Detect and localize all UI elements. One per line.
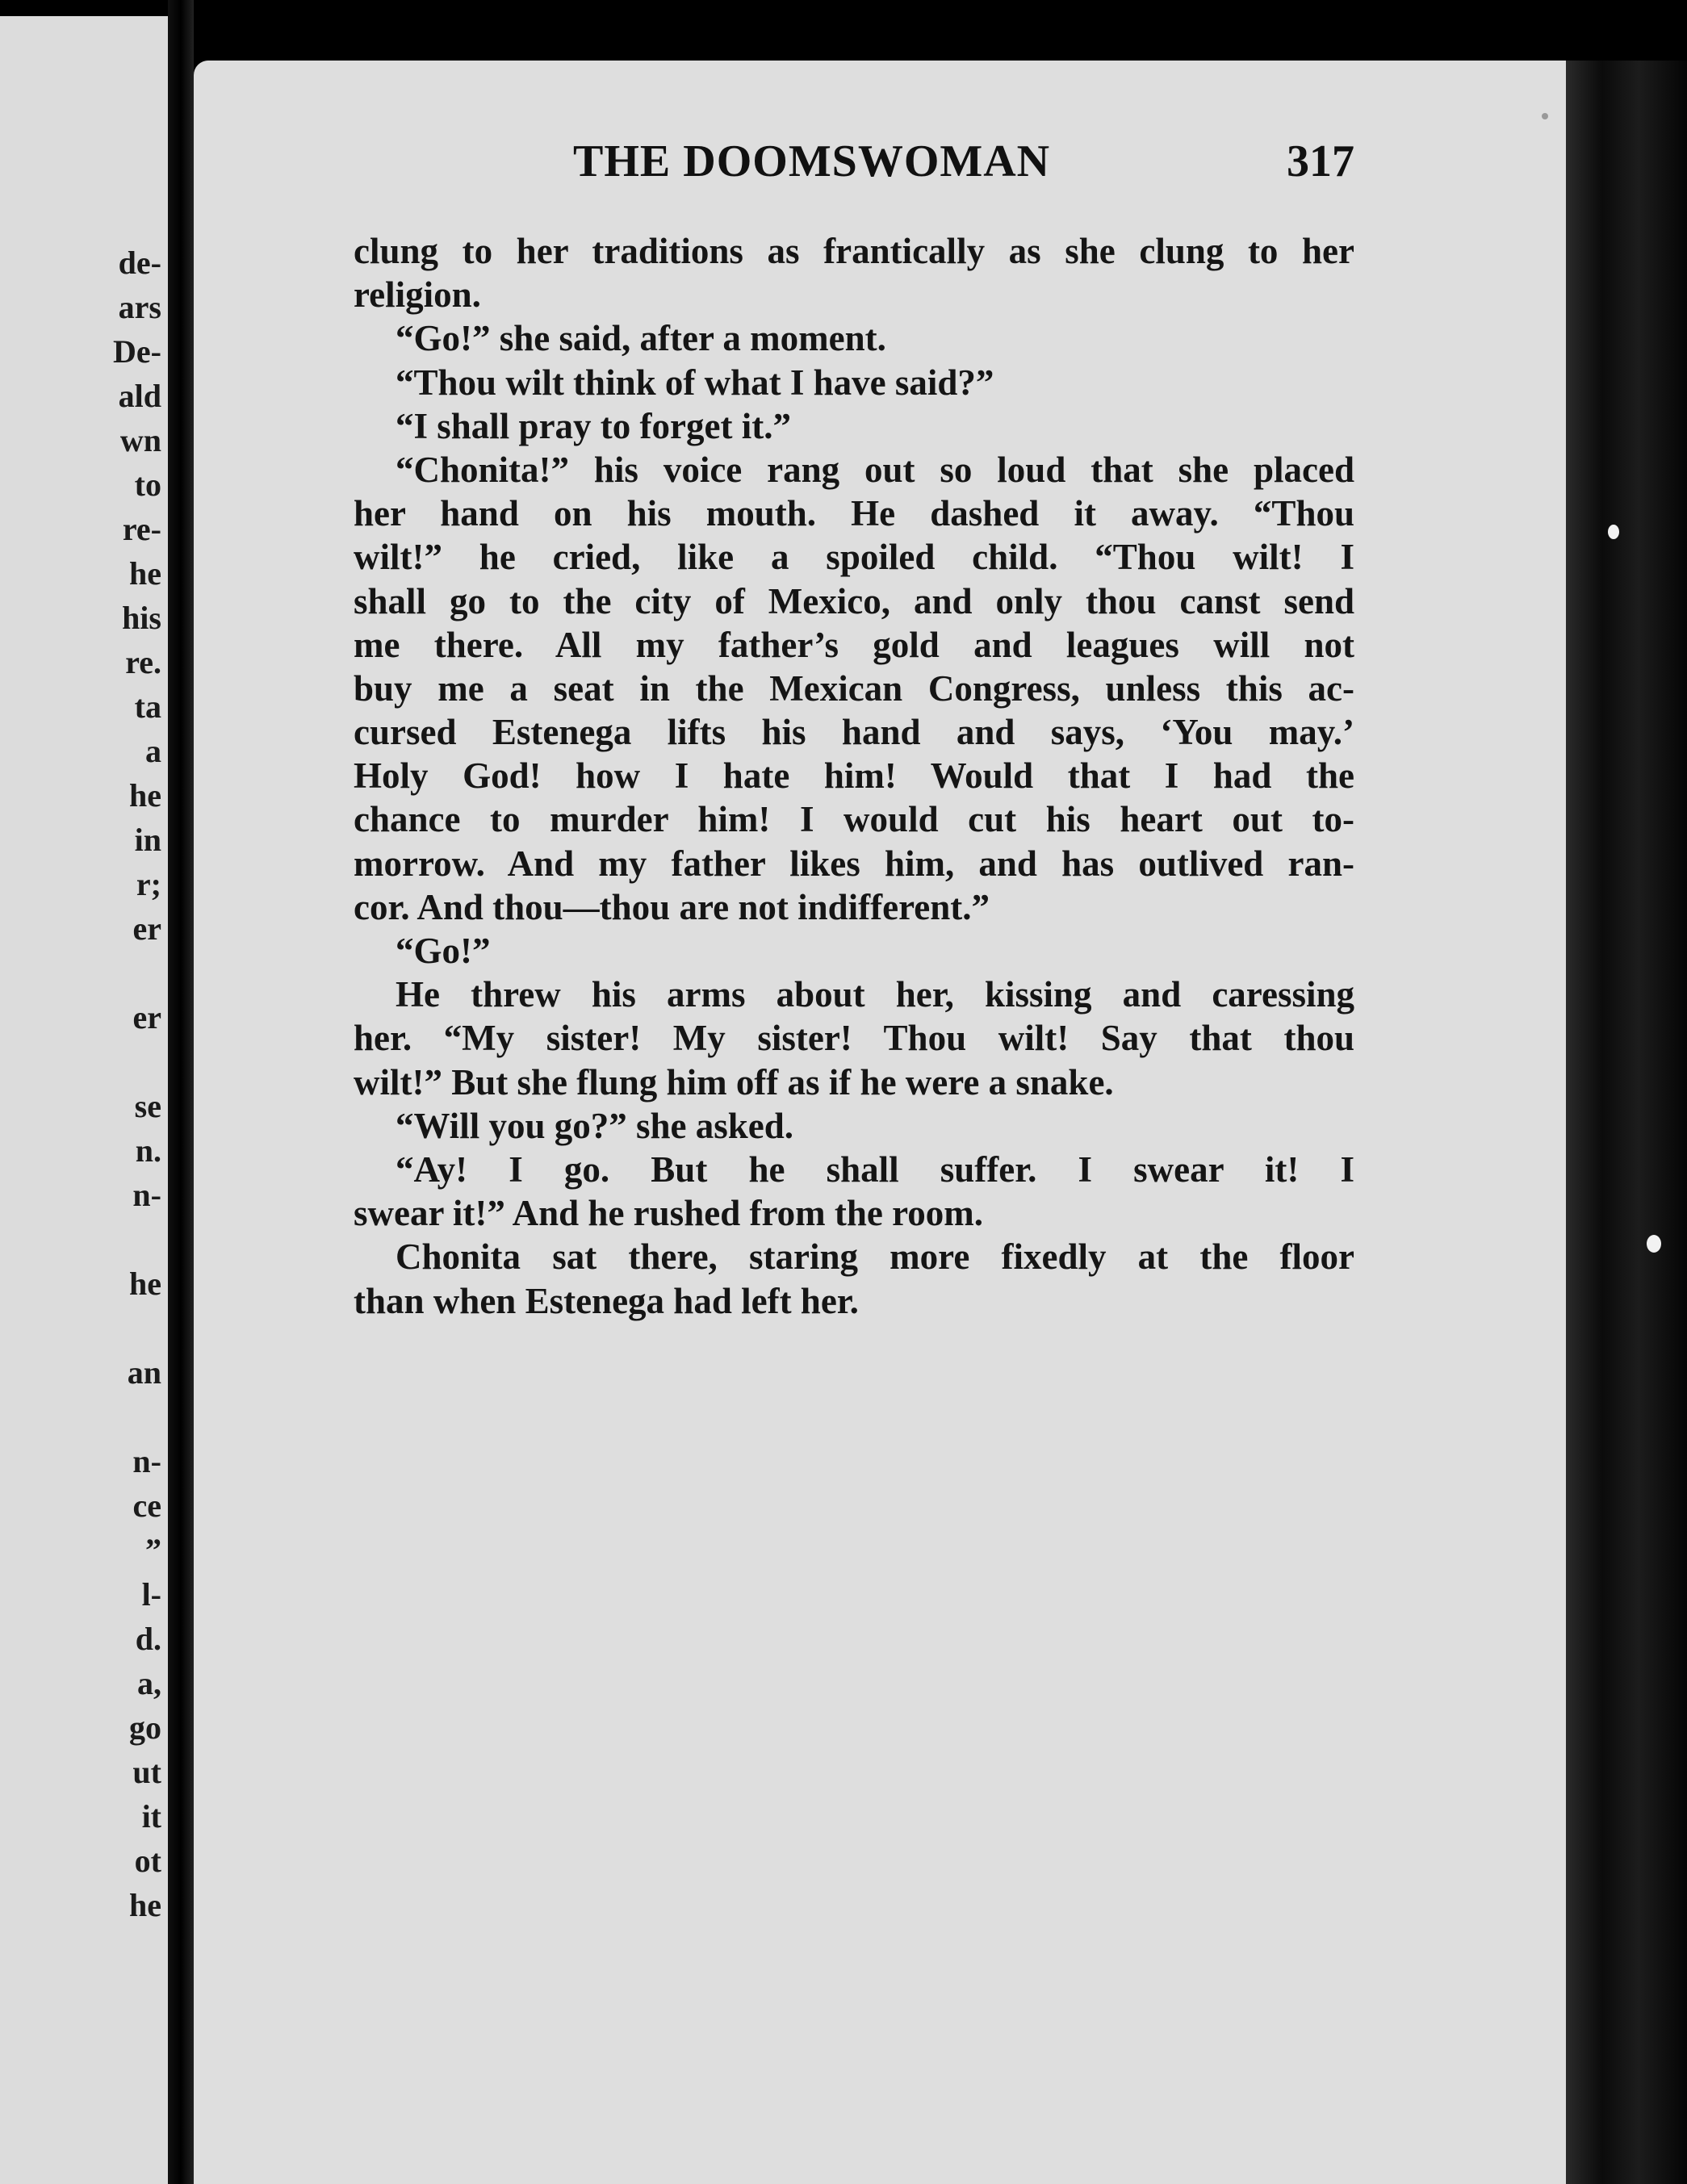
left-fragment: ot — [134, 1843, 161, 1879]
page-header — [354, 136, 1354, 192]
left-fragment: an — [127, 1354, 161, 1391]
left-fragment — [113, 1395, 161, 1439]
text-line: “Thou wilt think of what I have said?” — [396, 362, 994, 403]
left-fragment: ut — [132, 1754, 161, 1790]
text-line: chance to murder him! I would cut his heart out to- — [354, 799, 1354, 840]
text-line: Holy God! how I hate him! Would that I had the — [354, 755, 1354, 797]
left-fragment: er — [132, 999, 161, 1036]
left-fragment: se — [134, 1088, 161, 1124]
page-number: 317 — [1287, 136, 1354, 186]
left-fragment: he — [129, 1266, 161, 1302]
text-line: religion. — [354, 274, 481, 316]
left-fragment: wn — [119, 422, 161, 458]
left-fragment — [113, 1040, 161, 1084]
text-line: cor. And thou—thou are not indifferent.” — [354, 886, 990, 927]
text-line: wilt!” he cried, like a spoiled child. “Thou wilt! I — [354, 537, 1354, 578]
left-page-edge — [0, 16, 168, 2184]
text-line: morrow. And my father likes him, and has outlived ran- — [354, 843, 1354, 884]
left-fragment: a — [145, 733, 161, 769]
left-fragment: r; — [136, 866, 161, 902]
left-fragment: go — [129, 1709, 161, 1746]
text-line: “Go!” — [396, 931, 491, 971]
left-fragment: d. — [135, 1621, 161, 1657]
text-line: clung to her traditions as frantically as she clung to her — [354, 231, 1354, 271]
left-fragment: n. — [135, 1132, 161, 1169]
text-line: He threw his arms about her, kissing and caressing — [396, 974, 1354, 1015]
text-line: Chonita sat there, staring more fixedly at the floor — [396, 1236, 1354, 1278]
text-line: her hand on his mouth. He dashed it away. “Thou — [354, 493, 1354, 534]
left-fragment: ” — [145, 1532, 161, 1568]
left-fragment: re- — [122, 511, 161, 547]
text-line: “I shall pray to forget it.” — [396, 405, 791, 446]
left-fragment: he — [129, 1887, 161, 1923]
page-edge-stack — [1566, 61, 1687, 2184]
left-fragment: to — [134, 467, 161, 503]
text-line: wilt!” But she flung him off as if he were a snake. — [354, 1061, 1114, 1102]
left-fragment: he — [129, 555, 161, 592]
text-line: swear it!” And he rushed from the room. — [354, 1193, 983, 1234]
text-line: “Ay! I go. But he shall suffer. I swear it! I — [396, 1148, 1354, 1190]
text-line: than when Estenega had left her. — [354, 1280, 859, 1321]
gutter-shadow — [168, 0, 194, 2184]
left-page-text-fragments — [113, 241, 161, 1927]
text-line: “Will you go?” she asked. — [396, 1105, 794, 1146]
left-fragment: ars — [118, 289, 161, 325]
left-fragment: it — [141, 1798, 161, 1835]
left-fragment: De- — [113, 333, 161, 370]
left-fragment: in — [134, 822, 161, 858]
left-fragment: ta — [134, 688, 161, 725]
text-line: her. “My sister! My sister! Thou wilt! Say that thou — [354, 1018, 1354, 1059]
running-title: THE DOOMSWOMAN — [573, 136, 1051, 186]
left-fragment: n- — [132, 1443, 161, 1479]
text-line: shall go to the city of Mexico, and only thou canst send — [354, 580, 1354, 621]
left-fragment: ce — [132, 1487, 161, 1524]
text-line: cursed Estenega lifts his hand and says, ‘You may.’ — [354, 712, 1354, 753]
left-fragment: a, — [137, 1665, 161, 1701]
scan-speck — [1542, 113, 1548, 119]
text-line: “Go!” she said, after a moment. — [396, 318, 886, 359]
left-fragment: re. — [125, 644, 161, 680]
scan-speck — [1608, 525, 1619, 539]
left-fragment: er — [132, 910, 161, 947]
left-fragment — [113, 951, 161, 995]
left-fragment: his — [122, 600, 161, 636]
left-fragment: l- — [141, 1576, 161, 1613]
left-fragment: de- — [118, 245, 161, 281]
left-fragment — [113, 1217, 161, 1261]
scan-speck — [1647, 1235, 1661, 1253]
left-fragment — [113, 1306, 161, 1350]
body-text — [354, 229, 1354, 1323]
left-fragment: ald — [118, 378, 161, 414]
text-line: me there. All my father’s gold and leagues will not — [354, 624, 1354, 665]
left-fragment: n- — [132, 1177, 161, 1213]
left-fragment: he — [129, 777, 161, 814]
text-line: “Chonita!” his voice rang out so loud that she placed — [396, 449, 1354, 490]
text-line: buy me a seat in the Mexican Congress, unless this ac- — [354, 667, 1354, 709]
